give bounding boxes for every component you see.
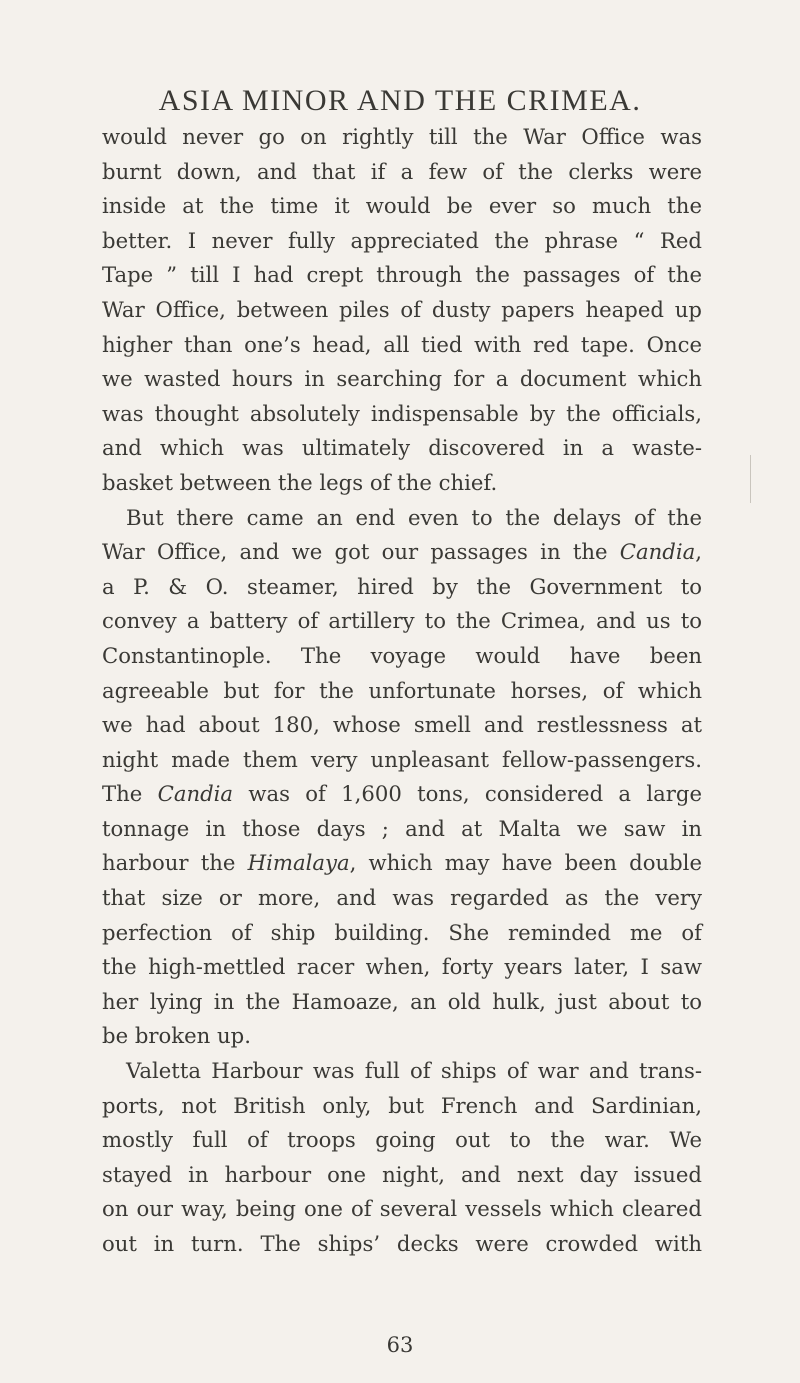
text-line: Tape ” till I had crept through the passages of the	[102, 262, 702, 288]
margin-mark	[750, 455, 751, 503]
ship-name: Candia	[157, 781, 234, 807]
text-line: the high-mettled racer when, forty years later, I saw	[102, 954, 702, 980]
page-number: 63	[386, 1333, 414, 1357]
text-line: and which was ultimately discovered in a waste-	[102, 435, 702, 461]
text-line: Constantinople. The voyage would have been	[102, 642, 702, 668]
text-line: perfection of ship building. She reminded me of	[102, 919, 702, 945]
running-head: ASIA MINOR AND THE CRIMEA.	[158, 84, 642, 117]
text-line: burnt down, and that if a few of the clerks were	[102, 158, 702, 184]
text-line: Valetta Harbour was full of ships of war and trans-	[126, 1058, 702, 1084]
text-line: we had about 180, whose smell and restlessness at	[102, 712, 702, 738]
text-line: The Candia was of 1,600 tons, considered a large	[102, 781, 702, 807]
text-line: convey a battery of artillery to the Crimea, and us to	[102, 608, 702, 634]
text-line: higher than one’s head, all tied with red tape. Once	[102, 331, 702, 357]
text-line: better. I never fully appreciated the phrase “ Red	[102, 227, 702, 253]
text-line: tonnage in those days ; and at Malta we saw in	[102, 815, 702, 841]
text-line: on our way, being one of several vessels which cleared	[102, 1196, 702, 1222]
body-text	[102, 120, 702, 1262]
text-line: would never go on rightly till the War Office was	[102, 124, 702, 149]
text-line: ports, not British only, but French and Sardinian,	[102, 1092, 702, 1118]
text-line: stayed in harbour one night, and next day issued	[102, 1161, 702, 1187]
text-line: harbour the Himalaya, which may have been double	[102, 850, 702, 876]
ship-name: Himalaya	[247, 850, 350, 876]
text-line: a P. & O. steamer, hired by the Government to	[102, 573, 702, 599]
text-line: inside at the time it would be ever so much the	[102, 193, 702, 219]
text-line: was thought absolutely indispensable by the officials,	[102, 400, 702, 426]
text-line: War Office, and we got our passages in the Candia,	[102, 539, 702, 565]
text-line: night made them very unpleasant fellow-passengers.	[102, 746, 702, 772]
ship-name: Candia	[619, 539, 696, 565]
text-line: out in turn. The ships’ decks were crowded with	[102, 1231, 702, 1256]
text-line: War Office, between piles of dusty papers heaped up	[102, 296, 702, 322]
text-line: be broken up.	[102, 1023, 251, 1049]
text-line: we wasted hours in searching for a document which	[102, 366, 702, 392]
text-line: that size or more, and was regarded as the very	[102, 885, 702, 911]
text-line: agreeable but for the unfortunate horses, of which	[102, 677, 702, 703]
text-line: her lying in the Hamoaze, an old hulk, just about to	[102, 988, 702, 1014]
text-line: mostly full of troops going out to the war. We	[102, 1127, 702, 1153]
text-line: But there came an end even to the delays of the	[126, 504, 702, 530]
text-line: basket between the legs of the chief.	[102, 469, 498, 495]
